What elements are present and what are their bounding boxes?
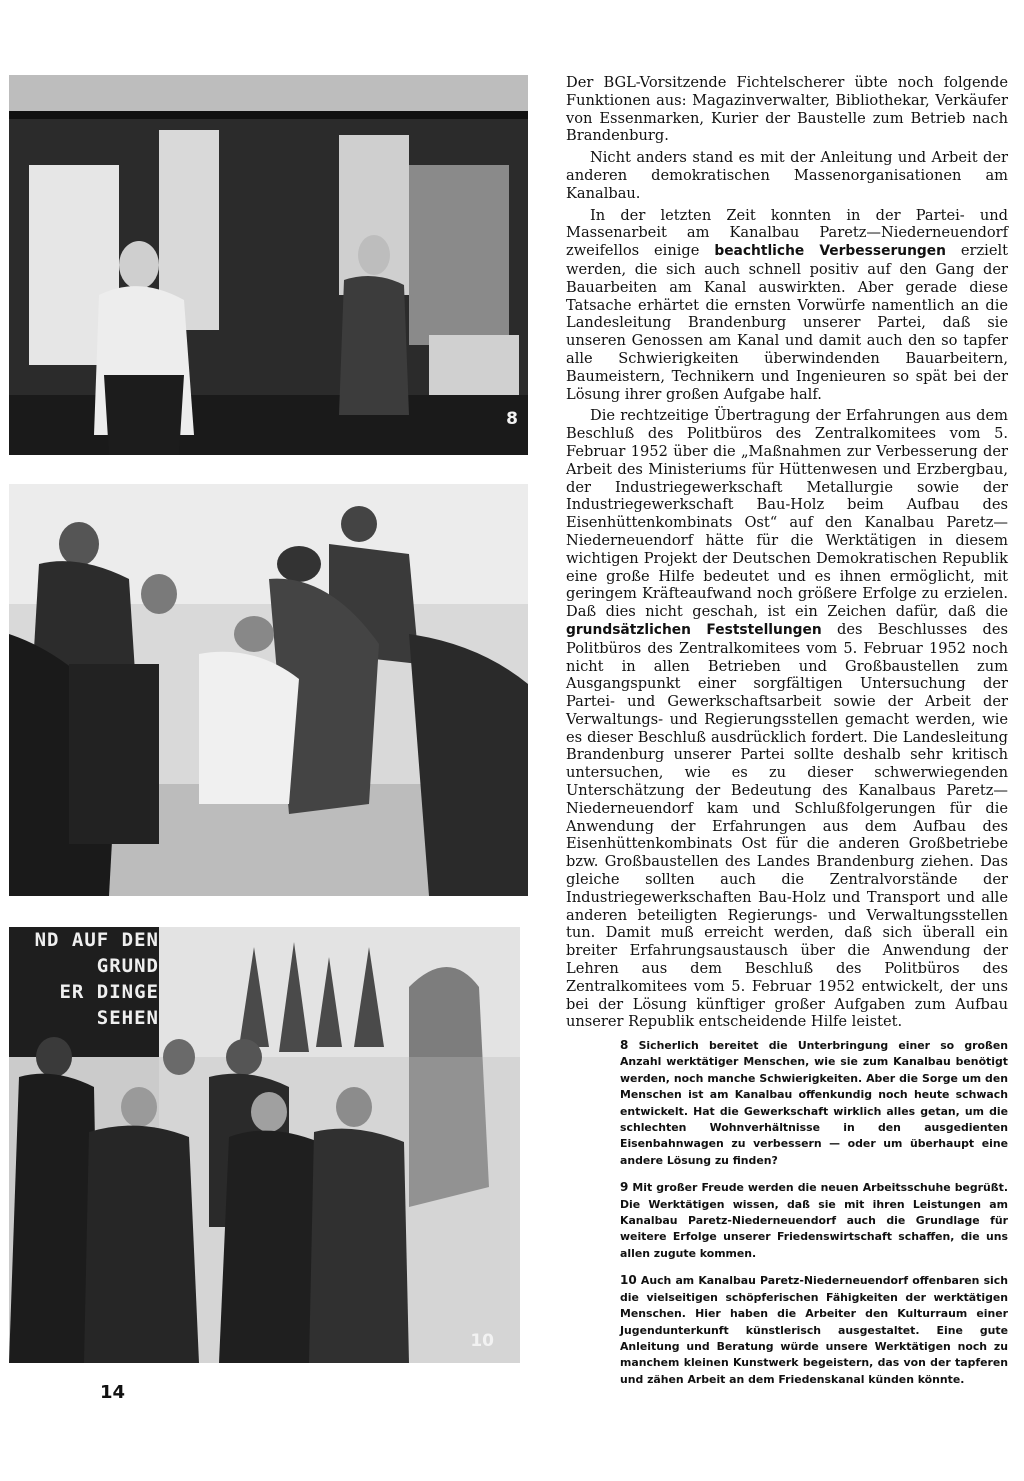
photo-number-10: 10	[470, 1331, 494, 1351]
article-paragraph: Nicht anders stand es mit der Anleitung und Arbeit der anderen demokratischen Massenorganisationen am Kanalbau.	[566, 149, 1008, 202]
article-text: erzielt werden, die sich auch schnell positiv auf den Gang der Bauarbeiten am Kanal auswirkten. Aber gerade diese Tatsache erhärtet die ernsten Vorwürfe namentlich an die Landesleitung Brandenburg unserer Partei, daß sie unseren Genossen am Kanal und damit auch den so tapfer alle Schwierigkeiten überwindenden Bauarbeitern, Baumeistern, Technikern und Ingenieuren so spät bei der Lösung ihrer großen Aufgabe half.	[566, 242, 1008, 403]
article-emphasis: beachtliche Verbesserungen	[714, 243, 946, 260]
photo-railcar-interior	[9, 75, 528, 455]
article-paragraph: Der BGL-Vorsitzende Fichtelscherer übte noch folgende Funktionen aus: Magazinverwalter, Bibliothekar, Verkäufer von Essenmarken, Kurier der Baustelle zum Betrieb nach Brandenburg.	[566, 74, 1008, 145]
article-text: Die rechtzeitige Übertragung der Erfahrungen aus dem Beschluß des Politbüros des Zentralkomitees vom 5. Februar 1952 über die „Maßnahmen zur Verbesserung der Arbeit des Ministeriums für Hüttenwesen und Erzbergbau, der Industriegewerkschaft Metallurgie sowie der Industriegewerkschaft Bau-Holz beim Aufbau des Eisenhüttenkombinats Ost“ auf den Kanalbau Paretz—Niederneuendorf hätte für die Werktätigen in diesem wichtigen Projekt der Deutschen Demokratischen Republik eine große Hilfe bedeutet und es ihnen ermöglicht, mit geringem Kräfteaufwand noch größere Erfolge zu erzielen. Daß dies nicht geschah, ist ein Zeichen dafür, daß die	[566, 407, 1008, 621]
photo-railcar-interior-image	[9, 75, 528, 455]
article-paragraph	[566, 207, 1008, 404]
banner-line: ND AUF DEN	[34, 929, 159, 951]
caption-8	[620, 1037, 1008, 1169]
banner-line: GRUND	[96, 955, 159, 977]
photo-culture-room	[9, 927, 520, 1363]
article-text: In der letzten Zeit konnten in der Partei- und Massenarbeit am Kanalbau Paretz—Niederneuendorf zweifellos einige	[566, 206, 1008, 260]
banner-line: ER DINGE	[59, 981, 159, 1003]
photo-captions	[620, 1037, 1008, 1398]
photo-workers-shoes-image	[9, 484, 528, 896]
article-column	[566, 74, 1008, 1035]
mural-banner-text	[9, 927, 159, 1047]
caption-number: 10	[620, 1273, 637, 1288]
banner-line: SEHEN	[96, 1007, 159, 1029]
caption-text: Sicherlich bereitet die Unterbringung einer so großen Anzahl werktätiger Menschen, wie sie zum Kanalbau benötigt werden, noch manche Schwierigkeiten. Aber die Sorge um den Menschen ist am Kanalbau offenkundig noch heute schwach entwickelt. Hat die Gewerkschaft wirklich alles getan, um die schlechten Wohnverhältnisse in den ausgedienten Eisenbahnwagen zu verbessern — oder um überhaupt eine andere Lösung zu finden?	[620, 1039, 1008, 1167]
article-text: des Beschlusses des Politbüros des Zentralkomitees vom 5. Februar 1952 noch nicht in allen Betrieben und Großbaustellen zum Ausgangspunkt einer sorgfältigen Untersuchung der Partei- und Gewerkschaftsarbeit sowie der Arbeit der Verwaltungs- und Regierungsstellen gemacht werden, wie es dieser Beschluß ausdrücklich fordert. Die Landesleitung Brandenburg unserer Partei sollte deshalb sehr kritisch untersuchen, wie es zu dieser schwerwiegenden Unterschätzung der Bedeutung des Kanalbaus Paretz—Niederneuendorf kam und Schlußfolgerungen für die Anwendung der Erfahrungen aus dem Aufbau des Eisenhüttenkombinats Ost für die anderen Großbetriebe bzw. Großbaustellen des Landes Brandenburg ziehen. Das gleiche sollten auch die Zentralvorstände der Industriegewerkschaften Bau-Holz und Transport und alle anderen beteiligten Regierungs- und Verwaltungsstellen tun. Damit muß erreicht werden, daß sich überall ein breiter Erfahrungsaustausch über die Anwendung der Lehren aus dem Beschluß des Politbüros des Zentralkomitees vom 5. Februar 1952 entwickelt, der uns bei der Lösung künftiger großer Aufgaben zum Aufbau unserer Republik entscheidende Hilfe leistet.	[566, 620, 1008, 1031]
page-number: 14	[100, 1382, 126, 1403]
article-emphasis: grundsätzlichen Feststellungen	[566, 621, 822, 638]
photo-workers-shoes	[9, 484, 528, 896]
caption-number: 9	[620, 1180, 629, 1195]
caption-text: Auch am Kanalbau Paretz-Niederneuendorf offenbaren sich die vielseitigen schöpferischen Fähigkeiten der werktätigen Menschen. Hier haben die Arbeiter den Kulturraum einer Jugendunterkunft künstlerisch ausgestaltet. Eine gute Anleitung und Beratung würde unsere Werktätigen noch zu manchem kleinen Kunstwerk begeistern, das von der tapferen und zähen Arbeit an dem Friedenskanal künden könnte.	[620, 1274, 1008, 1386]
article-paragraph	[566, 407, 1008, 1031]
caption-text: Mit großer Freude werden die neuen Arbeitsschuhe begrüßt. Die Werktätigen wissen, daß sie mit ihren Leistungen am Kanalbau Paretz-Niederneuendorf auch die Grundlage für weitere Erfolge unserer Friedenswirtschaft schaffen, die uns allen zugute kommen.	[620, 1181, 1008, 1260]
caption-9	[620, 1179, 1008, 1262]
photo-number-8: 8	[506, 409, 518, 429]
caption-number: 8	[620, 1038, 629, 1052]
caption-10	[620, 1272, 1008, 1388]
